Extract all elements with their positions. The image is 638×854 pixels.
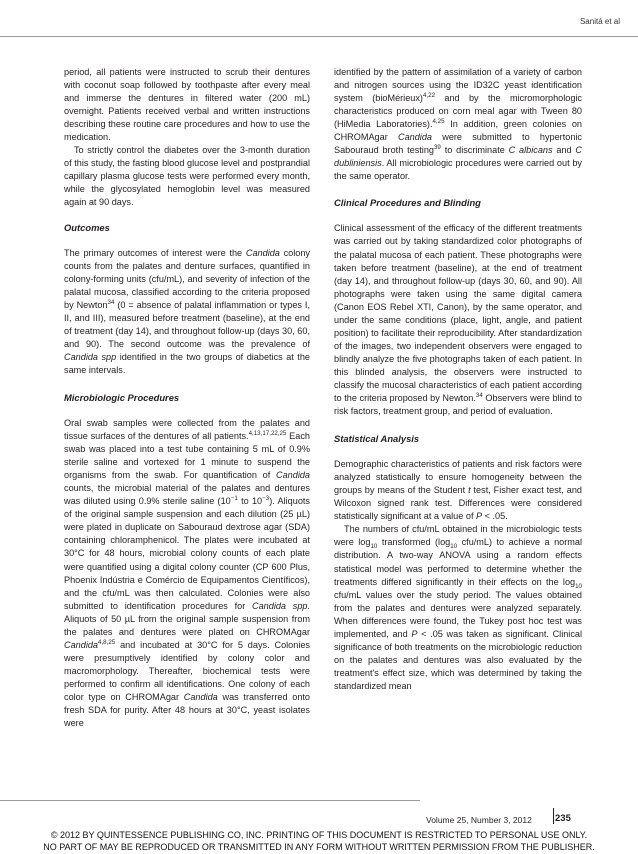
citation: 4,8,25 (98, 638, 116, 646)
right-text-column (334, 66, 582, 693)
citation: 34 (107, 298, 115, 306)
journal-issue: Volume 25, Number 3, 2012 (426, 815, 532, 825)
paragraph: The numbers of cfu/mL obtained in the microbiologic tests were $\log_{10}$ transformed ($\log_{10}$ cfu/mL) to achieve a normal distribution. A two-way ANOVA using a random effects statistical model was performed to determine whether the treatments differed significantly in their effects on the $\log_{10} cfu/mL$ values over the study period. The values obtained from the palates and dentures were analyzed separately. When differences were found, the Tukey post hoc test was implemented, and P < .05 was taken as significant. Clinical significance of both treatments on the microbiologic reduction on the palates and dentures was also evaluated by the treatment's effect size, which was determined by taking the standardized mean (334, 524, 582, 691)
citation: 4,22 (422, 92, 436, 100)
paragraph: Clinical assessment of the efficacy of the different treatments was carried out by taking standardized color photographs of the palatal mucosa of each patient. These photographs were taken before treatment (baseline), at the end of treatment (day 14), and throughout follow-up (days 30, 60, and 90). All photographs were taken using the same digital camera (Canon EOS Rebel XTI, Canon), by the same operator, and under the same conditions (place, light, angle, and patient position) to facilitate their reproducibility. After standardization of the images, two independent observers were engaged to blindly analyze the five photographs taken of each patient. In this blinded analysis, the observers were instructed to classify the mucosal characteristics of each patient according to the criteria proposed by Newton.$^{34}$ Observers were blind to risk factors, treatment group, and period of evaluation. (334, 223, 582, 417)
running-header-author: Sanitá et al (579, 17, 620, 26)
section-heading-outcomes: Outcomes (64, 221, 110, 233)
section-heading-clinical-procedures: Clinical Procedures and Blinding (334, 197, 481, 209)
page-number-divider (553, 808, 554, 824)
citation: 34 (475, 391, 483, 399)
paragraph: Oral swab samples were collected from the palates and tissue surfaces of the dentures of all patients.$^{4,13,17,22,25}$ Each swab was placed into a test tube containing 5 mL of 0.9% sterile saline and vortexed for 1 minute to suspend the organisms from the swab. For quantification of Candida counts, the microbial material of the palates and dentures was diluted using 0.9% sterile saline ($10^{-1}$ to $10^{-3}$). Aliquots of the original sample suspension and each dilution (25 µL) were plated in duplicate on Sabouraud dextrose agar (SDA) containing chloramphenicol. The plates were incubated at 30°C for 48 hours, microbial colony counts of each plate were quantified using a digital colony counter (CP 600 Plus, Phoenix Indústria e Comércio de Equipamentos Científicos), and the cfu/mL was then calculated. Colonies were also submitted to identification procedures for Candida spp. Aliquots of 50 µL from the original sample suspension from the palates and dentures were plated on CHROMAgar Candida$^{4,8,25}$ and incubated at 30°C for 5 days. Colonies were presumptively identified by colony color and macromorphology. Thereafter, biochemical tests were performed to confirm all identifications. One colony of each color type on CHROMAgar Candida was transferred onto fresh SDA for purity. After 48 hours at 30°C, yeast isolates were (64, 417, 311, 729)
section-heading-statistical-analysis: Statistical Analysis (334, 433, 420, 445)
paragraph: The primary outcomes of interest were the Candida colony counts from the palates and denture surfaces, quantified in colony-forming units (cfu/mL), and severity of infection of the palatal mucosa, classified according to the criteria proposed by Newton$^{34}$ (0 = absence of palatal inflammation or types I, II, and III), measured before treatment (baseline), at the end of treatment (day 14), and throughout follow-up (days 30, 60, and 90). The second outcome was the prevalence of Candida spp identified in the two groups of diabetics at the same intervals. (64, 247, 310, 375)
paragraph: To strictly control the diabetes over the 3-month duration of this study, the fasting blood glucose level and postprandial capillary plasma glucose tests were performed every month, while the glycosylated hemoglobin level was measured again at 90 days. (64, 145, 310, 208)
page-number: 235 (555, 813, 571, 824)
copyright-line-1: © 2012 BY QUINTESSENCE PUBLISHING CO, INC. PRINTING OF THIS DOCUMENT IS RESTRICTED TO PERSONAL USE ONLY. (50, 830, 588, 840)
citation: 39 (433, 144, 441, 152)
citation: 4,13,17,22,25 (248, 429, 287, 437)
paragraph: Demographic characteristics of patients and risk factors were analyzed statistically to ensure homogeneity between the groups by means of the Student t test, Fisher exact test, and Wilcoxon signed rank test. Differences were considered statistically significant at a value of P < .05. (334, 459, 582, 522)
left-text-column (64, 66, 310, 730)
copyright-notice (0, 829, 638, 853)
copyright-line-2: NO PART OF MAY BE REPRODUCED OR TRANSMITTED IN ANY FORM WITHOUT WRITTEN PERMISSION FROM THE PUBLISHER. (43, 842, 595, 852)
footer-divider (0, 800, 420, 801)
citation: 4,25 (432, 118, 445, 126)
header-divider (0, 36, 638, 37)
paragraph: period, all patients were instructed to scrub their dentures with coconut soap followed by toothpaste after every meal and immerse the dentures in filtered water (200 mL) overnight. Patients received verbal and written instructions describing these routine care procedures and how to use the medication. (64, 67, 310, 143)
section-heading-microbiologic-procedures: Microbiologic Procedures (64, 391, 180, 403)
paragraph: identified by the pattern of assimilation of a variety of carbon and nitrogen sources using the ID32C yeast identification system (bioMérieux)$^{4,22}$ and by the micromorphologic characteristics produced on corn meal agar with Tween 80 (HiMedia Laboratories).$^{4,25}$ In addition, green colonies on CHROMAgar Candida were submitted to hypertonic Sabouraud broth testing$^{39}$ to discriminate C albicans and C dubliniensis. All microbiologic procedures were carried out by the same operator. (334, 67, 583, 182)
